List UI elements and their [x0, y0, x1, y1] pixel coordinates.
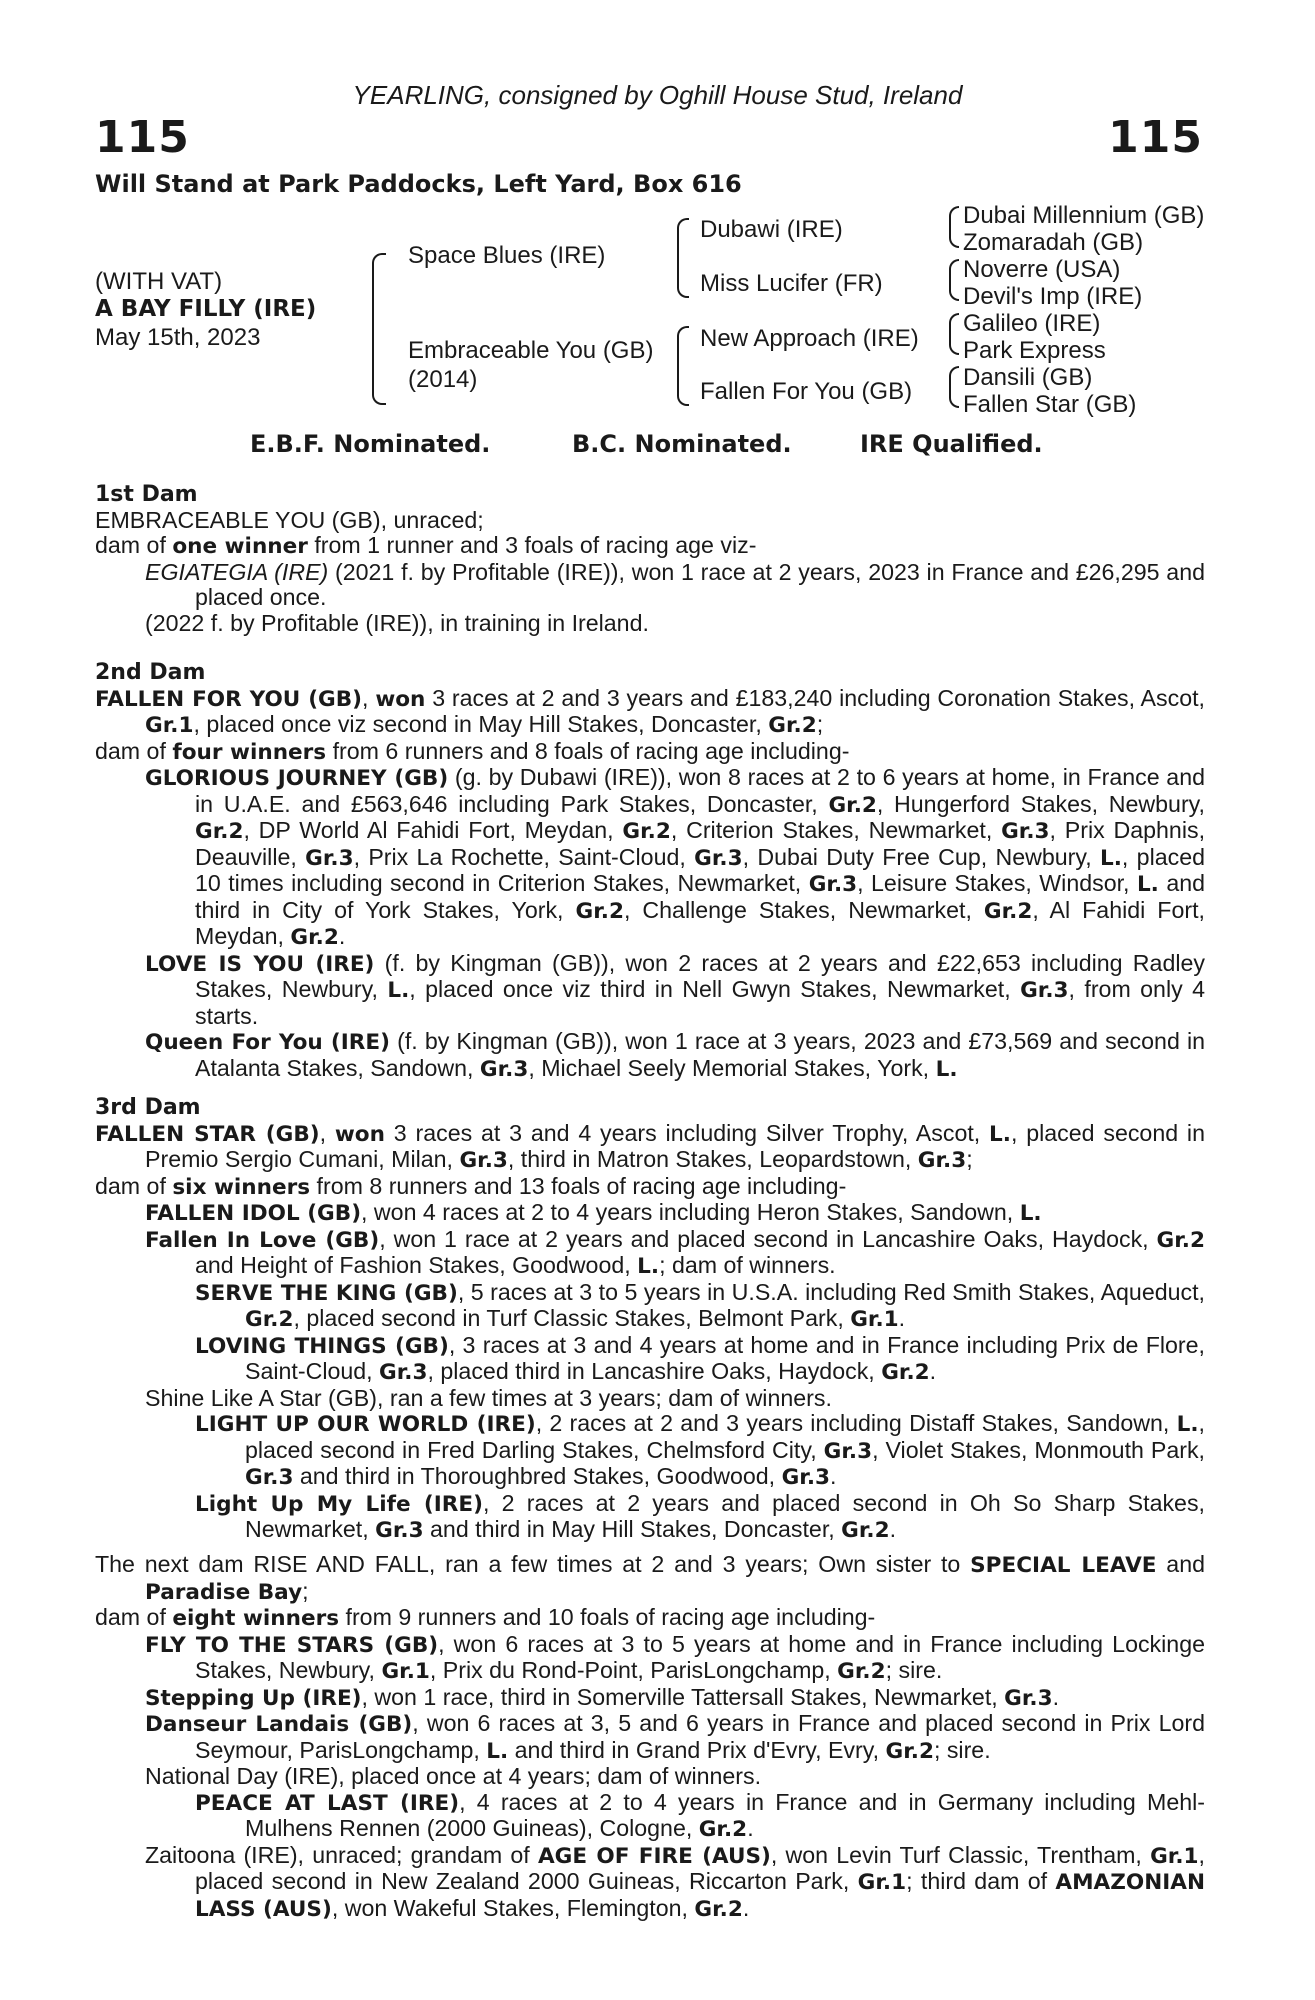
section-heading: 1st Dam: [95, 482, 198, 507]
vat-note: (WITH VAT): [95, 268, 223, 295]
lot-horse-name: A BAY FILLY (IRE): [95, 296, 317, 322]
pedigree-brace: [949, 259, 959, 301]
consignment-line: YEARLING, consigned by Oghill House Stud, Ireland: [352, 80, 963, 110]
produce-record: LIGHT UP OUR WORLD (IRE), 2 races at 2 and 3 years including Distaff Stakes, Sandown, L., placed second in Fred Darling Stakes, Chelmsford City, Gr.3, Violet Stakes, Monmouth Park, Gr.3 and third in Thoroughbred Stakes, Goodwood, Gr.3.: [195, 1410, 1206, 1490]
produce-summary: dam of one winner from 1 runner and 3 foals of racing age viz-: [95, 532, 757, 559]
second-dam-section: [95, 660, 1205, 1082]
produce-record: SERVE THE KING (GB), 5 races at 3 to 5 years in U.S.A. including Red Smith Stakes, Aqueduct, Gr.2, placed second in Turf Classic Stakes, Belmont Park, Gr.1.: [195, 1278, 1205, 1332]
produce-record: Shine Like A Star (GB), ran a few times at 3 years; dam of winners.: [145, 1384, 832, 1411]
produce-record: Stepping Up (IRE), won 1 race, third in Somerville Tattersall Stakes, Newmarket, Gr.3.: [145, 1683, 1060, 1711]
produce-record: Queen For You (IRE) (f. by Kingman (GB)), won 1 race at 3 years, 2023 and £73,569 and second in Atalanta Stakes, Sandown, Gr.3, Michael Seely Memorial Stakes, York, L.: [145, 1028, 1205, 1082]
pedigree-brace: [677, 326, 689, 406]
produce-record: GLORIOUS JOURNEY (GB) (g. by Dubawi (IRE)), won 8 races at 2 to 6 years at home, in France and in U.A.E. and £563,646 including Park Stakes, Doncaster, Gr.2, Hungerford Stakes, Newbury, Gr.2, DP World Al Fahidi Fort, Meydan, Gr.2, Criterion Stakes, Newmarket, Gr.3, Prix Daphnis, Deauville, Gr.3, Prix La Rochette, Saint-Cloud, Gr.3, Dubai Duty Free Cup, Newbury, L., placed 10 times including second in Criterion Stakes, Newmarket, Gr.3, Leisure Stakes, Windsor, L. and third in City of York Stakes, York, Gr.2, Challenge Stakes, Newmarket, Gr.2, Al Fahidi Fort, Meydan, Gr.2.: [145, 764, 1206, 950]
produce-record: LOVING THINGS (GB), 3 races at 3 and 4 years at home and in France including Prix de Flore, Saint-Cloud, Gr.3, placed third in Lancashire Oaks, Haydock, Gr.2.: [195, 1331, 1205, 1385]
pedigree-brace: [949, 366, 959, 408]
produce-record: (2022 f. by Profitable (IRE)), in training in Ireland.: [145, 609, 649, 636]
produce-record: Light Up My Life (IRE), 2 races at 2 years and placed second in Oh So Sharp Stakes, Newmarket, Gr.3 and third in May Hill Stakes, Doncaster, Gr.2.: [195, 1489, 1205, 1543]
ancestor-name: Devil's Imp (IRE): [963, 283, 1143, 310]
ancestor-name: Dubai Millennium (GB): [963, 202, 1205, 229]
produce-record: Zaitoona (IRE), unraced; grandam of AGE OF FIRE (AUS), won Levin Turf Classic, Trentham, Gr.1, placed second in New Zealand 2000 Guineas, Riccarton Park, Gr.1; third dam of AMAZONIAN LASS (AUS), won Wakeful Stakes, Flemington, Gr.2.: [145, 1841, 1205, 1922]
produce-record: EGIATEGIA (IRE) (2021 f. by Profitable (IRE)), won 1 race at 2 years, 2023 in France and £26,295 and placed once.: [145, 558, 1205, 610]
third-dam-section: [95, 1095, 1205, 1544]
pedigree-brace: [677, 218, 689, 298]
produce-record: PEACE AT LAST (IRE), 4 races at 2 to 4 years in France and in Germany including Mehl-Mulhens Rennen (2000 Guineas), Cologne, Gr.2.: [195, 1788, 1206, 1842]
section-heading: 2nd Dam: [95, 660, 206, 685]
dam-name: Embraceable You (GB): [408, 337, 654, 364]
sire-name: Space Blues (IRE): [408, 242, 606, 269]
pedigree-brace: [372, 253, 386, 405]
ebf-nomination: E.B.F. Nominated.: [250, 430, 491, 458]
ancestor-name: Fallen Star (GB): [963, 391, 1137, 418]
produce-record: FLY TO THE STARS (GB), won 6 races at 3 to 5 years at home and in France including Lockinge Stakes, Newbury, Gr.1, Prix du Rond-Point, ParisLongchamp, Gr.2; sire.: [145, 1630, 1205, 1684]
dam-record: FALLEN FOR YOU (GB), won 3 races at 2 and 3 years and £183,240 including Coronation Stakes, Ascot, Gr.1, placed once viz second in May Hill Stakes, Doncaster, Gr.2;: [95, 684, 1205, 738]
dam-dam-name: Fallen For You (GB): [700, 378, 913, 405]
lot-number-right: 115: [1108, 112, 1203, 163]
produce-summary: dam of eight winners from 9 runners and 10 foals of racing age including-: [95, 1604, 876, 1631]
produce-record: Danseur Landais (GB), won 6 races at 3, 5 and 6 years in France and placed second in Prix Lord Seymour, ParisLongchamp, L. and third in Grand Prix d'Evry, Evry, Gr.2; sire.: [145, 1710, 1206, 1764]
dam-record: FALLEN STAR (GB), won 3 races at 3 and 4 years including Silver Trophy, Ascot, L., placed second in Premio Sergio Cumani, Milan, Gr.3, third in Matron Stakes, Leopardstown, Gr.3;: [95, 1119, 1205, 1173]
produce-record: LOVE IS YOU (IRE) (f. by Kingman (GB)), won 2 races at 2 years and £22,653 including Radley Stakes, Newbury, L., placed once viz third in Nell Gwyn Stakes, Newmarket, Gr.3, from only 4 starts.: [145, 949, 1205, 1029]
pedigree-brace: [949, 313, 959, 355]
bc-nomination: B.C. Nominated.: [572, 430, 792, 458]
produce-summary: dam of four winners from 6 runners and 8 foals of racing age including-: [95, 737, 850, 765]
dam-record: EMBRACEABLE YOU (GB), unraced;: [95, 506, 484, 533]
pedigree-brace: [949, 206, 959, 248]
ancestor-name: Noverre (USA): [963, 256, 1121, 283]
ancestor-name: Galileo (IRE): [963, 310, 1101, 337]
section-heading: 3rd Dam: [95, 1095, 201, 1120]
sire-dam-name: Miss Lucifer (FR): [700, 270, 883, 297]
ancestor-name: Dansili (GB): [963, 364, 1093, 391]
produce-record: National Day (IRE), placed once at 4 years; dam of winners.: [145, 1763, 762, 1789]
produce-summary: dam of six winners from 8 runners and 13 foals of racing age including-: [95, 1172, 847, 1200]
produce-record: Fallen In Love (GB), won 1 race at 2 years and placed second in Lancashire Oaks, Haydock, Gr.2 and Height of Fashion Stakes, Goodwood, L.; dam of winners.: [145, 1225, 1205, 1279]
produce-record: FALLEN IDOL (GB), won 4 races at 2 to 4 years including Heron Stakes, Sandown, L.: [145, 1199, 1042, 1226]
dam-record: The next dam RISE AND FALL, ran a few times at 2 and 3 years; Own sister to SPECIAL LEAVE and Paradise Bay;: [95, 1551, 1205, 1605]
foaling-date: May 15th, 2023: [95, 324, 261, 351]
sire-sire-name: Dubawi (IRE): [700, 216, 843, 243]
stabling-location: Will Stand at Park Paddocks, Left Yard, Box 616: [95, 170, 742, 198]
dam-year: (2014): [408, 366, 478, 393]
ire-qualification: IRE Qualified.: [860, 430, 1043, 458]
dam-sire-name: New Approach (IRE): [700, 325, 919, 352]
ancestor-name: Park Express: [963, 337, 1106, 364]
next-dam-section: [95, 1552, 1205, 1922]
lot-number-left: 115: [95, 112, 190, 163]
first-dam-section: [95, 482, 1205, 636]
ancestor-name: Zomaradah (GB): [963, 229, 1144, 256]
